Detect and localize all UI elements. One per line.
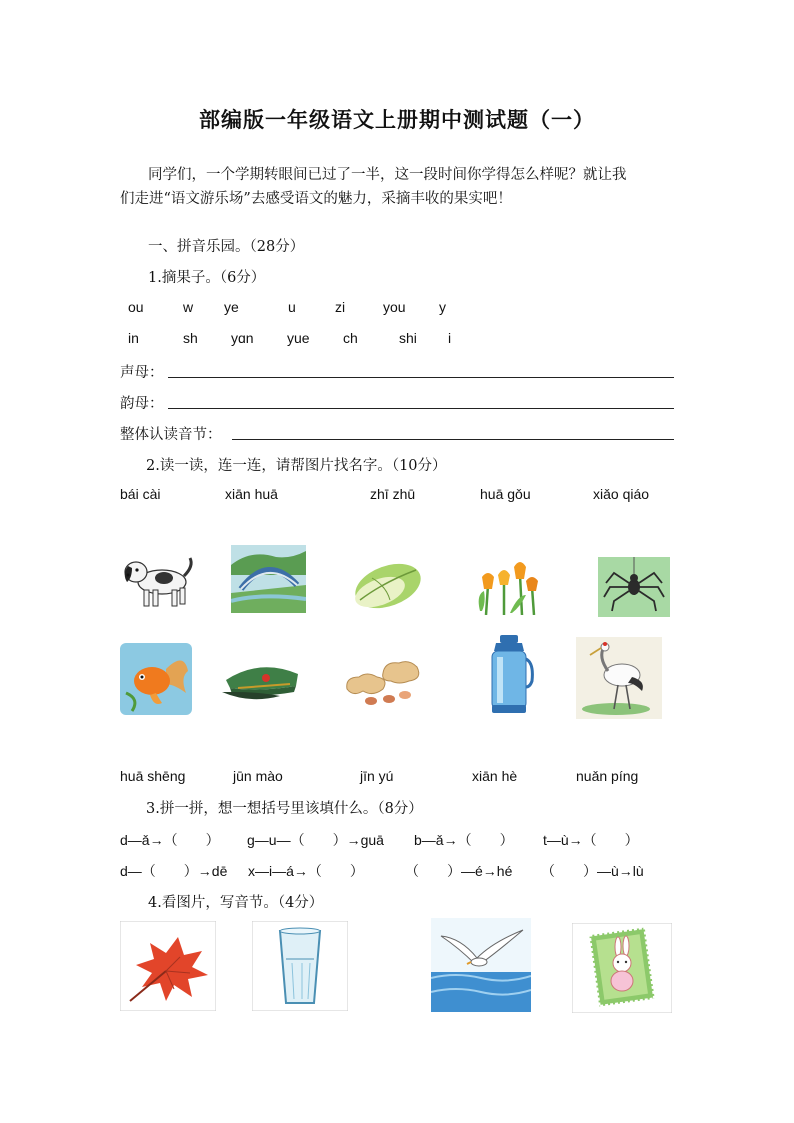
pinyin-item: ye [224,299,239,315]
pinyin-label: xiān hè [472,768,518,784]
intro-line-1: 同学们，一个学期转眼间已过了一半，这一段时间你学得怎么样呢？就让我 [148,167,627,183]
pinyin-item: you [383,299,406,315]
spelling-item[interactable]: g—u—（ ）→guā [247,832,384,848]
pinyin-item: shi [399,330,417,346]
answer-label-shengmu: 声母： [120,365,164,381]
q2-heading: 2.读一读，连一连，请帮图片找名字。（10分） [146,458,447,474]
pinyin-item: sh [183,330,198,346]
pinyin-item: in [128,330,139,346]
small-bridge-image [231,545,306,613]
answer-line-shengmu[interactable] [168,377,674,378]
postage-stamp-image [572,923,672,1013]
pinyin-label: xiān huā [225,486,278,502]
answer-label-zhengti: 整体认读音节： [120,427,222,443]
pinyin-label: xiǎo qiáo [593,486,650,502]
page-title: 部编版一年级语文上册期中测试题（一） [199,108,595,132]
spider-image [598,557,670,617]
pinyin-label: huā gǒu [480,486,531,502]
pinyin-label: bái cài [120,486,161,502]
section1-heading: 一、拼音乐园。（28分） [148,239,305,255]
pinyin-label: jūn mào [233,768,283,784]
glass-cup-image [252,921,348,1011]
pinyin-item: i [448,330,452,346]
intro-line-2: 们走进“语文游乐场”去感受语文的魅力，采摘丰收的果实吧！ [120,191,512,207]
pinyin-label: huā shēng [120,768,186,784]
q4-heading: 4.看图片，写音节。（4分） [148,895,324,911]
spelling-item[interactable]: （ ）—é→hé [405,863,513,879]
spelling-item[interactable]: x—i—á→（ ） [248,863,364,879]
pinyin-item: u [288,299,296,315]
pinyin-item: yue [287,330,310,346]
answer-line-zhengti[interactable] [232,439,674,440]
pinyin-label: jīn yú [360,768,394,784]
answer-label-yunmu: 韵母： [120,396,164,412]
spelling-item[interactable]: d—（ ）→dē [120,863,228,879]
thermos-image [484,633,534,715]
tulip-flowers-image [474,555,544,615]
pinyin-item: ou [128,299,144,315]
pinyin-item: w [183,299,194,315]
goldfish-image [120,643,192,715]
spotted-dog-image [120,548,196,614]
crane-image [576,637,662,719]
q3-heading: 3.拼一拼，想一想括号里该填什么。（8分） [146,801,423,817]
pinyin-item: y [439,299,446,315]
seagull-image [431,918,531,1012]
q1-heading: 1.摘果子。（6分） [148,270,266,286]
pinyin-label: nuǎn píng [576,768,639,784]
pinyin-item: yɑn [231,330,254,346]
spelling-item[interactable]: t—ù→（ ） [543,832,639,848]
peanuts-image [343,655,421,707]
maple-leaf-image [120,921,216,1011]
pinyin-item: zi [335,299,346,315]
spelling-item[interactable]: b—ǎ→（ ） [414,832,514,848]
answer-line-yunmu[interactable] [168,408,674,409]
chinese-cabbage-image [350,556,425,614]
spelling-item[interactable]: （ ）—ù→lù [541,863,644,879]
pinyin-item: ch [343,330,358,346]
spelling-item[interactable]: d—ǎ→（ ） [120,832,220,848]
military-cap-image [220,658,304,704]
pinyin-label: zhī zhū [370,486,416,502]
